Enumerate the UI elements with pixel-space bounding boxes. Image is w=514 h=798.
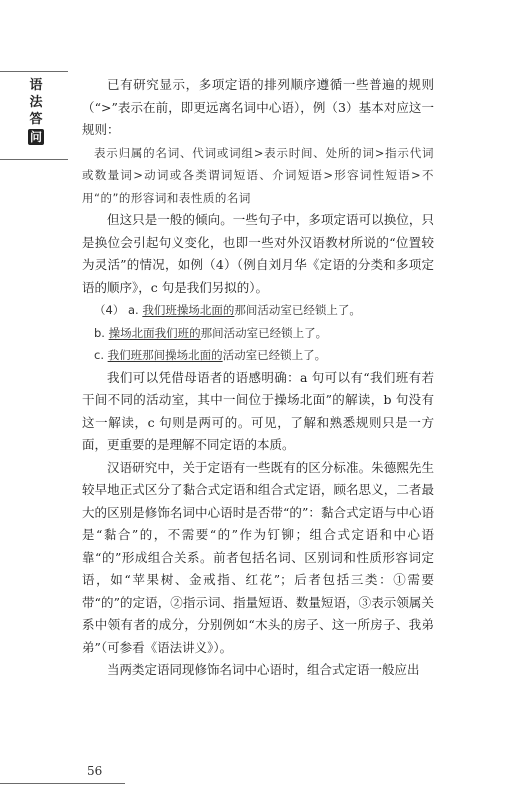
section-title-char: 答 — [29, 112, 43, 127]
example-label: （4） a. — [94, 303, 143, 317]
example-rest: 那间活动室已经锁上了。 — [234, 303, 361, 317]
paragraph: 汉语研究中，关于定语有一些既有的区分标准。朱德熙先生较早地正式区分了黏合式定语和组合式定语，顾名思义，二者最大的区别是修饰名词中心语时是否带“的”：黏合式定语与中心语是“黏合”的，不需要“的”作为钉铆；组合式定语和中心语靠“的”形成组合关系。前者包括名词、区别词和性质形容词定语，如“苹果树、金戒指、红花”；后者包括三类：①需要带“的”的定语，②指示词、指量短语、数量短语，③表示领属关系中领有者的成分，分别例如“木头的房子、这一所房子、我弟弟”（可参看《语法讲义》）。 — [82, 459, 434, 655]
rule-sequence: 表示归属的名词、代词或词组>表示时间、处所的词>指示代词或数量词>动词或各类谓词短语、介词短语>形容词性短语>不用“的”的形容词和表性质的名词 — [82, 145, 434, 205]
paragraph: 我们可以凭借母语者的语感明确：a 句可以有“我们班有若干间不同的活动室，其中一间位于操场北面”的解读，b 句没有这一解读，c 句则是两可的。可见，了解和熟悉规则只是一方面，更重要的是理解不同定语的本质。 — [82, 369, 434, 452]
paragraph: 已有研究显示，多项定语的排列顺序遵循一些普遍的规则（“>”表示在前，即更远离名词中心语），例（3）基本对应这一规则： — [82, 77, 434, 137]
example-underlined: 我们班操场北面的 — [142, 303, 235, 317]
example-underlined: 我们班那间操场北面的 — [107, 348, 223, 362]
example-a — [82, 299, 434, 322]
page-footer-rule — [0, 783, 125, 784]
side-rule-bottom — [0, 159, 68, 160]
page-number: 56 — [87, 764, 103, 778]
section-title-char: 法 — [29, 95, 43, 110]
paragraph: 当两类定语同现修饰名词中心语时，组合式定语一般应出 — [107, 662, 420, 677]
example-b — [82, 322, 434, 345]
example-label: b. — [94, 325, 109, 340]
section-title-boxed-char: 问 — [29, 130, 42, 144]
side-rule-top — [0, 71, 68, 72]
example-rest: 活动室已经锁上了。 — [222, 348, 327, 362]
paragraph: 但这只是一般的倾向。一些句子中，多项定语可以换位，只是换位会引起句义变化，也即一些对外汉语教材所说的“位置较为灵活”的情况，如例（4）（例自刘月华《定语的分类和多项定语的顺序》，c 句是我们另拟的）。 — [82, 212, 434, 295]
example-label: c. — [94, 348, 108, 362]
main-text — [82, 74, 434, 682]
section-title-char: 语 — [29, 78, 43, 93]
example-c — [82, 344, 434, 367]
section-title — [25, 77, 47, 145]
example-underlined: 操场北面我们班的 — [108, 325, 201, 340]
example-rest: 那间活动室已经锁上了。 — [200, 325, 328, 340]
